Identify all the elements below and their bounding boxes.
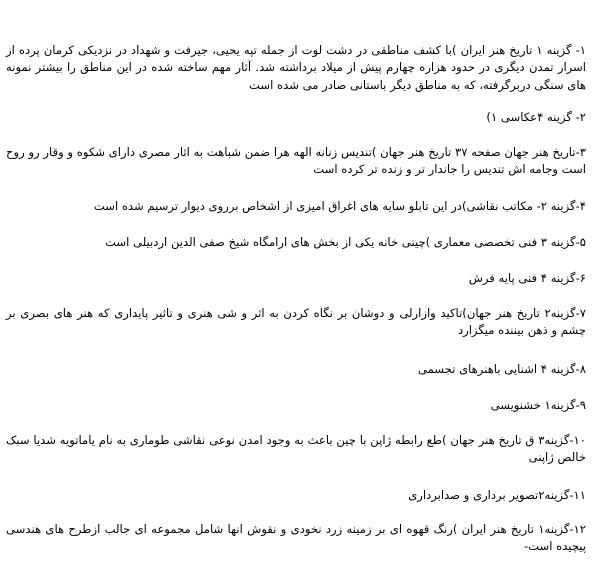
answer-2: ۲- گزینه ۴عکاسی ۱) bbox=[486, 110, 586, 124]
answer-7: ۷-گزینه۲ تاریخ هنر جهان)تاکید وازارلی و دوشان بر نگاه کردن به اثر و شی هنری و تاثیر پایداری که هنر های بصری بر چشم و ذهن بیننده میگزارد bbox=[6, 306, 586, 338]
answer-3: ۳-تاریخ هنر جهان صفحه ۳۷ تاریخ هنر جهان )تندیس زنانه الهه هرا ضمن شباهت به اثار مصری دارای شکوه و وقار رو روح است وجامه اش تندیس را جاندار تر و زنده تر کرده است bbox=[6, 145, 586, 177]
answer-1: ۱- گزینه ۱ تاریخ هنر ایران )با کشف مناطقی در دشت لوت از جمله تپه یحیی، جیرفت و شهداد در نزدیکی کرمان پرده از اسرار تمدن دیگری در حدود هزاره چهارم پیش از میلاد برداشته شد. آثار مهم ساخته شده در این مناطق را بیشتر نمونه های سنگی دربرگرفته، که به مناطق دیگر باستانی صادر می شده است bbox=[6, 43, 586, 92]
answer-4: ۴-گزینه ۲- مکاتب نقاشی)در این تابلو سایه های اغراق امیزی از اشخاص برروی دیوار ترسیم شده است bbox=[93, 199, 586, 213]
answer-8: ۸-گزینه ۴ اشنایی باهنرهای تجسمی bbox=[417, 362, 586, 376]
answer-5: ۵-گزینه ۳ فنی تخصصی معماری )چینی خانه یکی از بخش های ارامگاه شیخ صفی الدین اردبیلی است bbox=[105, 235, 586, 249]
answer-10: ۱۰-گزینه۳ ق تاریخ هنر جهان )طع رابطه ژاپن با چین باعث به وجود امدن نوعی نقاشی طوماری به نام یاماتویه شدیا سبک خالص ژاپنی bbox=[6, 433, 586, 465]
answer-12: ۱۲-گزینه۱ تاریخ هنر ایران )رنگ قهوه ای بر زمینه زرد نخودی و نقوش انها شامل مجموعه ای جالب ازطرح های هندسی پیچیده است- bbox=[6, 522, 586, 554]
answer-11: ۱۱-گزینه۲تصویر برداری و صدابرداری bbox=[408, 488, 586, 502]
answer-9: ۹-گزینه۱ خشنویسی bbox=[490, 398, 586, 412]
answer-6: ۶-گزینه ۴ فنی پایه فرش bbox=[468, 271, 586, 285]
